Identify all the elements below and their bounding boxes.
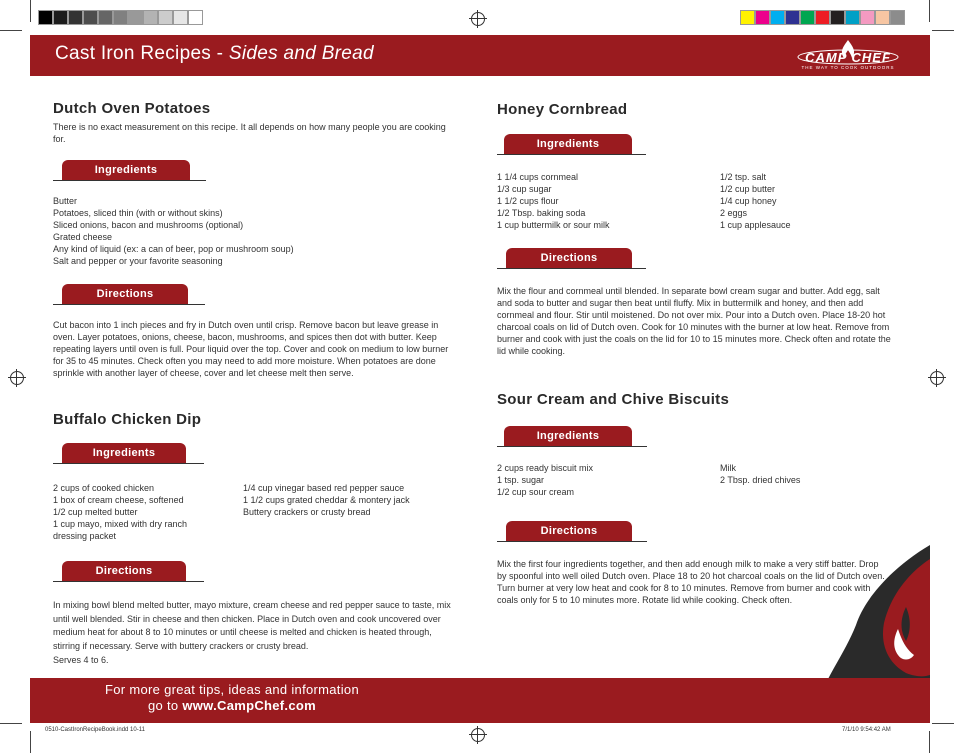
page-title: Cast Iron Recipes - Sides and Bread: [55, 43, 374, 64]
crop-mark: [932, 723, 954, 724]
ingredients-list-col2: [720, 462, 900, 486]
color-swatch: [845, 10, 860, 25]
website-link[interactable]: www.CampChef.com: [182, 698, 316, 713]
directions-tab: Directions: [62, 284, 188, 304]
logo-wordmark: CAMP CHEF: [805, 50, 891, 65]
color-swatch: [785, 10, 800, 25]
color-swatch: [143, 10, 158, 25]
crop-mark: [0, 723, 22, 724]
ingredient-item: Grated cheese: [53, 232, 113, 242]
color-swatch: [860, 10, 875, 25]
color-swatch: [158, 10, 173, 25]
ingredients-tab: Ingredients: [62, 443, 186, 463]
color-swatch: [890, 10, 905, 25]
color-swatch: [188, 10, 203, 25]
ingredients-list-col2: [720, 171, 900, 231]
directions-text: Mix the first four ingredients together, and then add enough milk to make a very stiff batter. Drop by spoonful into well oiled Dutch oven. Place 18 to 20 hot charcoal coals on the lid of Dutch oven. Turn burner at very low heat and cook for 8 to 10 minutes. Remove from burner and cook with coals only for 5 to 10 minutes more. Rotate lid while cooking. Check often.: [497, 559, 885, 605]
ingredient-item: 2 eggs: [720, 208, 748, 218]
color-swatch: [38, 10, 53, 25]
color-swatch: [740, 10, 755, 25]
ingredients-list-col1: [497, 462, 707, 498]
ingredient-item: 1/3 cup sugar: [497, 184, 552, 194]
crop-mark: [929, 731, 930, 753]
section-rule: [53, 180, 206, 181]
directions-text: Cut bacon into 1 inch pieces and fry in Dutch oven until crisp. Remove bacon but leave grease in oven. Layer potatoes, onions, cheese, bacon, mushrooms, and spices then dot with butter. Keep repeating layers until oven is full. Pour liquid over the top. Cover and cook on medium to low burner for 35 to 45 minutes. Check often you may need to add more moisture. When potatoes are done sprinkle with another layer of cheese, cover and let cheese melt then serve.: [53, 320, 449, 378]
recipe-title-dutch-oven-potatoes: Dutch Oven Potatoes: [53, 100, 211, 117]
color-swatch: [800, 10, 815, 25]
color-swatch: [68, 10, 83, 25]
section-rule: [53, 581, 204, 582]
crop-mark: [932, 30, 954, 31]
ingredients-list-col1: [497, 171, 707, 231]
ingredient-item: 1/2 cup butter: [720, 184, 776, 194]
timestamp-slug: 7/1/10 9:54:42 AM: [842, 727, 891, 733]
ingredient-item: Salt and pepper or your favorite seasoning: [53, 256, 223, 266]
color-swatch: [83, 10, 98, 25]
color-swatch: [173, 10, 188, 25]
color-swatch: [770, 10, 785, 25]
ingredients-list-col1: [53, 482, 213, 542]
color-swatch: [755, 10, 770, 25]
color-swatch: [815, 10, 830, 25]
ingredient-item: 1/4 cup honey: [720, 196, 777, 206]
ingredient-item: Milk: [720, 463, 736, 473]
ingredients-list-col2: [243, 482, 453, 518]
ingredient-item: 2 cups ready biscuit mix: [497, 463, 594, 473]
directions-tab: Directions: [506, 521, 632, 541]
ingredient-item: Potatoes, sliced thin (with or without skins): [53, 208, 223, 218]
ingredient-item: 1 cup buttermilk or sour milk: [497, 220, 610, 230]
section-rule: [53, 463, 204, 464]
crop-mark: [929, 0, 930, 22]
ingredient-item: 2 Tbsp. dried chives: [720, 475, 801, 485]
ingredients-tab: Ingredients: [504, 426, 632, 446]
recipe-title-buffalo-chicken-dip: Buffalo Chicken Dip: [53, 411, 202, 428]
logo-tagline: THE WAY TO COOK OUTDOORS: [801, 65, 895, 70]
ingredients-tab: Ingredients: [62, 160, 190, 180]
serves-text: Serves 4 to 6.: [53, 655, 109, 665]
footer-tagline: For more great tips, ideas and information: [105, 682, 359, 697]
ingredient-item: Butter: [53, 196, 78, 206]
registration-mark-icon: [471, 12, 485, 26]
footer-website: go to www.CampChef.com: [148, 698, 316, 713]
ingredient-item: 1 cup applesauce: [720, 220, 791, 230]
gray-swatch-strip: [38, 10, 203, 25]
flame-graphic-icon: [826, 545, 930, 679]
section-rule: [53, 304, 205, 305]
ingredient-item: Any kind of liquid (ex: a can of beer, pop or mushroom soup): [53, 244, 294, 254]
section-rule: [497, 541, 647, 542]
ingredient-item: 1 1/2 cups flour: [497, 196, 559, 206]
ingredient-item: Buttery crackers or crusty bread: [243, 507, 371, 517]
section-rule: [497, 268, 646, 269]
ingredient-item: 1/4 cup vinegar based red pepper sauce: [243, 483, 405, 493]
registration-mark-icon: [471, 728, 485, 742]
directions-text: Mix the flour and cornmeal until blended. In separate bowl cream sugar and butter. Add egg, salt and soda to butter and sugar then beat until fluffy. Mix in buttermilk and honey, and then add cornmeal and flour. Stir until moistened. Do not over mix. Pour into a Dutch oven. Place 18-20 hot charcoal coals on lid of Dutch oven. Cook for 10 minutes with the burner at low heat. Remove from burner and cook with just the coals on the lid for 10 to 15 minutes more. Check often and rotate the lid while cooking.: [497, 286, 891, 356]
ingredient-item: 1 cup mayo, mixed with dry ranch dressing packet: [53, 519, 188, 541]
ingredient-item: 1 1/4 cups cornmeal: [497, 172, 579, 182]
crop-mark: [30, 0, 31, 22]
color-swatch: [128, 10, 143, 25]
ingredient-item: 1 tsp. sugar: [497, 475, 545, 485]
color-swatch: [53, 10, 68, 25]
ingredients-list: [53, 195, 453, 267]
camp-chef-logo: [792, 38, 904, 74]
file-slug: 0510-CastIronRecipeBook.indd 10-11: [45, 727, 145, 733]
recipe-intro: There is no exact measurement on this recipe. It all depends on how many people you are cooking for.: [53, 122, 446, 144]
section-rule: [497, 446, 647, 447]
ingredient-item: 1/2 cup sour cream: [497, 487, 575, 497]
crop-mark: [30, 731, 31, 753]
recipe-title-sour-cream-chive-biscuits: Sour Cream and Chive Biscuits: [497, 391, 730, 408]
color-swatch: [830, 10, 845, 25]
color-swatch: [113, 10, 128, 25]
crop-mark: [0, 30, 22, 31]
ingredients-tab: Ingredients: [504, 134, 632, 154]
section-rule: [497, 154, 646, 155]
recipe-title-honey-cornbread: Honey Cornbread: [497, 101, 628, 118]
ingredient-item: 1/2 Tbsp. baking soda: [497, 208, 586, 218]
color-swatch: [875, 10, 890, 25]
directions-tab: Directions: [62, 561, 186, 581]
ingredient-item: 1 1/2 cups grated cheddar & montery jack: [243, 495, 410, 505]
color-swatch: [98, 10, 113, 25]
registration-mark-icon: [10, 371, 24, 385]
ingredient-item: 1/2 cup melted butter: [53, 507, 138, 517]
ingredient-item: Sliced onions, bacon and mushrooms (optional): [53, 220, 244, 230]
registration-mark-icon: [930, 371, 944, 385]
ingredient-item: 1 box of cream cheese, softened: [53, 495, 184, 505]
color-swatch-strip: [740, 10, 905, 25]
ingredient-item: 2 cups of cooked chicken: [53, 483, 155, 493]
directions-tab: Directions: [506, 248, 632, 268]
ingredient-item: 1/2 tsp. salt: [720, 172, 767, 182]
directions-text: In mixing bowl blend melted butter, mayo mixture, cream cheese and red pepper sauce to taste, mix until well blended. Stir in cheese and then chicken. Place in Dutch oven and cook uncovered over medium heat for about 8 to 10 minutes or until cheese is melted and chicken is heated through, stirring if necessary. Serve with buttery crackers or crusty bread.: [53, 600, 451, 651]
